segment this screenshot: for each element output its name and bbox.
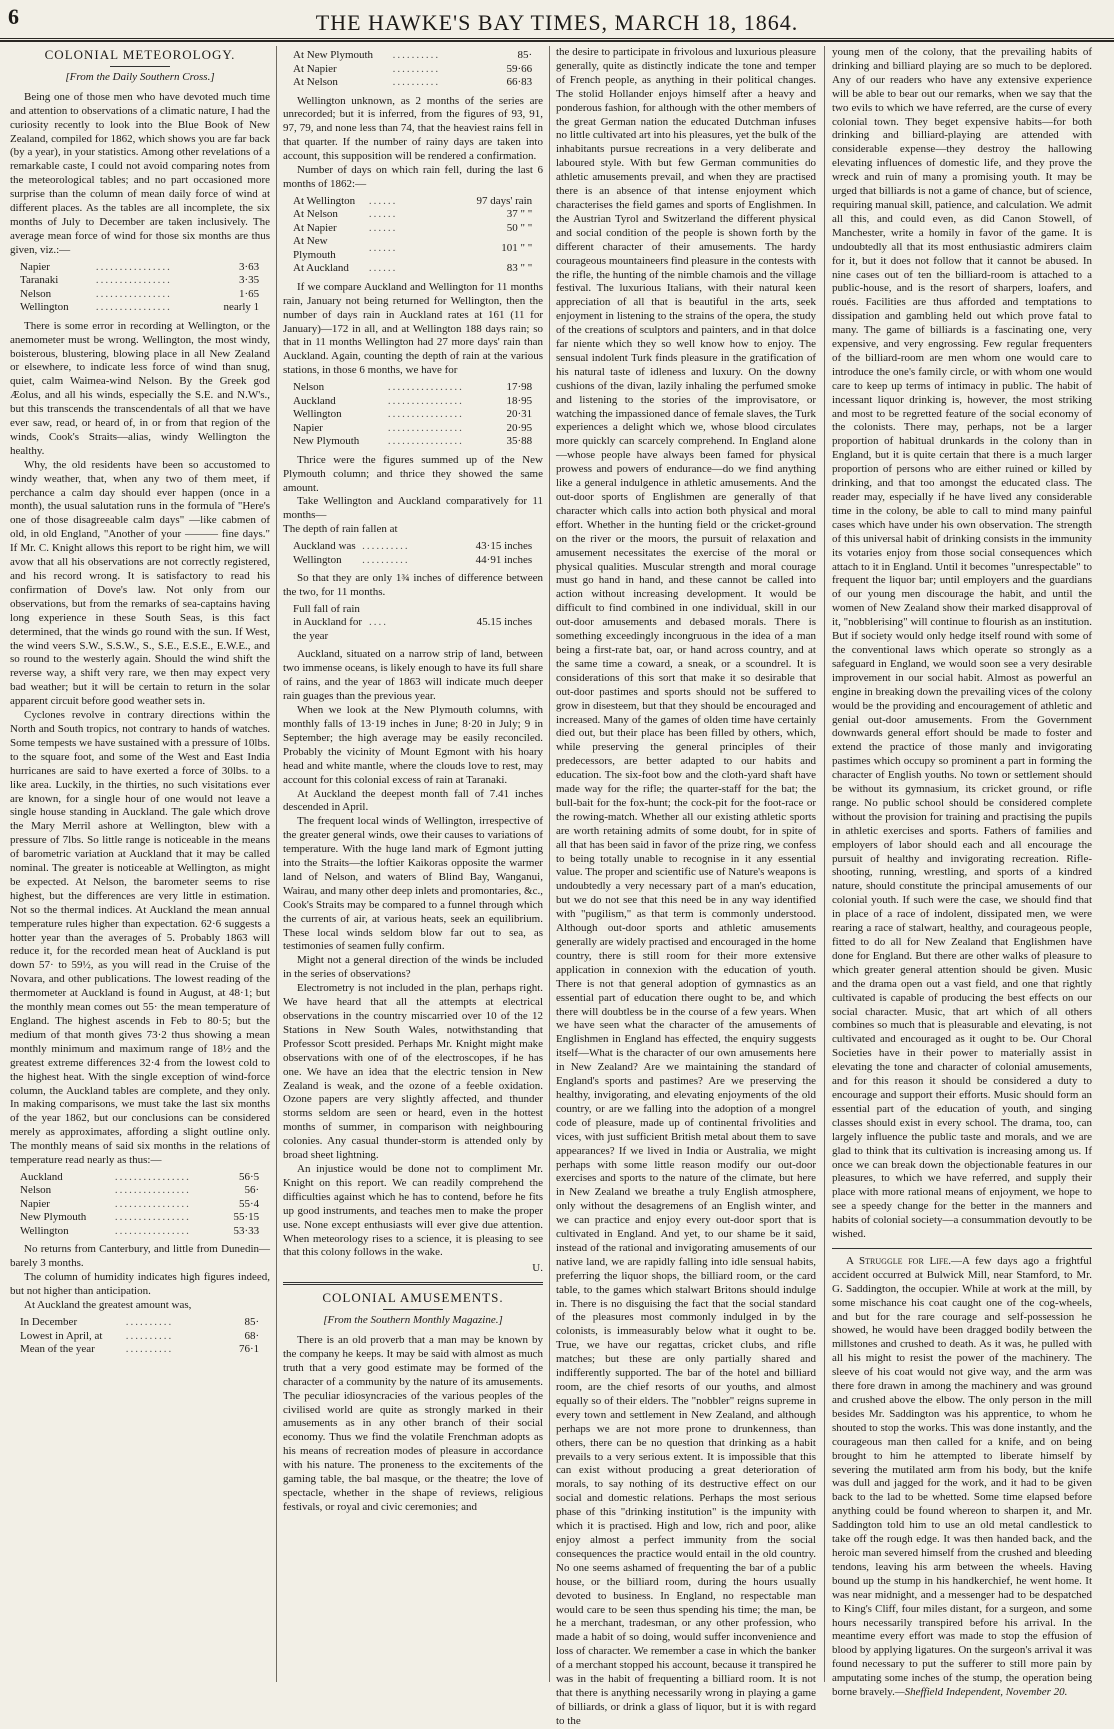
paragraph: Might not a general direction of the winds be included in the series of observations? bbox=[283, 954, 543, 981]
table-row: Wellington ................ 53·33 bbox=[20, 1224, 260, 1237]
paragraph: Why, the old residents have been so accustomed to windy weather, that, when any two of them meet, if perchance a calm day should ever happen (once in a month), the usual salutation runs in the formula of "Here's one of those disagreeable calm days" —like cabmen of old, in old England, "Another of your ——— fine days." If Mr. C. Knight allows this report to be right him, we will avow that all his observations are not correctly registered, and his record wrong. It is satisfactory to read his confirmation of Dove's law. Not only from our observations, but from the remarks of sea-captains having long experience in these South Seas, is this fact determined, that the winds go round with the sun. If West, the wind veers S.W., S.S.W., S., S.E., E.S.E., E.W.E., and so round to the westerly again. Should the wind shift the reverse way, a shift very rare, we then may expect very bad weather; but it will be certain to return in the solar apparent circuit before good weather sets in. bbox=[10, 458, 270, 708]
rain-days-table bbox=[293, 195, 532, 276]
station-value: 20·31 bbox=[506, 408, 533, 421]
row-label: In December bbox=[20, 1316, 78, 1328]
station-value: 3·35 bbox=[239, 274, 260, 287]
station-value: 85· bbox=[517, 49, 533, 61]
table-row: Napier ................ 20·95 bbox=[293, 421, 533, 434]
row-label: Mean of the year bbox=[20, 1343, 95, 1355]
article-separator bbox=[283, 1282, 543, 1285]
masthead-rule bbox=[0, 38, 1114, 39]
station-name: New Plymouth bbox=[20, 1211, 87, 1224]
rain-compare-table bbox=[293, 540, 532, 567]
station-name: At New Plymouth bbox=[293, 235, 336, 261]
paragraph: The column of humidity indicates high figures indeed, but not higher than anticipation. bbox=[10, 1271, 270, 1298]
row-value: 45.15 inches bbox=[476, 616, 533, 629]
paragraph: Being one of those men who have devoted much time and attention to observations of a climatic nature, I had the curiosity recently to look into the Blue Book of New Zealand, compiled for 1862, which shows you are far back (by a year), in your statistics. Among other revelations of a remarkable caste, I could not avoid comparing notes from the meteorological tables; and no part occasioned more surprise than the column of mean daily force of wind at different places. As the tables are all incomplete, the six months of July to December are taken inclusively. The average mean force of wind for those six months are thus given, viz.:— bbox=[10, 90, 270, 256]
station-name: Nelson bbox=[20, 1184, 52, 1197]
paragraph: Number of days on which rain fell, during the last 6 months of 1862:— bbox=[283, 164, 543, 190]
station-name: At Nelson bbox=[293, 208, 338, 221]
table-row: Napier ................ 3·63 bbox=[20, 260, 260, 273]
station-name: Napier bbox=[20, 1197, 50, 1210]
paragraph: The frequent local winds of Wellington, irrespective of the greater general winds, owe their causes to variations of temperature. With the huge land mark of Egmont jutting into the Straits—the loftier Kaikoras opposite the warmer land of Nelson, and waters of Blind Bay, Wanganui, Wairau, and many other deep inlets and promontaries, &c., Cook's Straits may be compared to a funnel through which the currents of air, at various heats, seek an equilibrium. These local winds seldom blow far out to sea, as testimonies of seamen fully confirm. bbox=[283, 815, 543, 953]
station-name: At Nelson bbox=[293, 76, 338, 88]
article-heading-meteorology: COLONIAL METEOROLOGY. bbox=[44, 47, 236, 62]
row-label: Full fall of rain in Auckland for the year bbox=[293, 602, 363, 642]
station-name: Nelson bbox=[293, 381, 325, 394]
table-row: At Nelson ...... 37 " " bbox=[293, 208, 533, 221]
article-source: [From the Southern Monthly Magazine.] bbox=[323, 1314, 503, 1327]
table-row: New Plymouth ................ 55·15 bbox=[20, 1211, 260, 1224]
station-name: At Napier bbox=[293, 221, 337, 234]
table-row: At Nelson .......... 66·83 bbox=[293, 76, 533, 88]
humidity-continued-table bbox=[293, 49, 532, 90]
column-divider bbox=[276, 46, 277, 1682]
row-value: 76·1 bbox=[239, 1343, 260, 1355]
paragraph: An injustice would be done not to compliment Mr. Knight on this report. We can readily comprehend the difficulties against which he has to contend, before he fits up good instruments, and teaches men to make the proper use. None except enthusiasts will ever give due attention. When meteorology rises to a science, it is pleasing to see that this colony follows in the wake. bbox=[283, 1162, 543, 1259]
table-row: At New Plymouth ...... 101 " " bbox=[293, 235, 533, 261]
table-row: Wellington ................ 20·31 bbox=[293, 408, 533, 421]
station-name: Wellington bbox=[293, 408, 342, 421]
table-row: New Plymouth ................ 35·88 bbox=[293, 435, 533, 448]
station-value: 50 " " bbox=[506, 221, 533, 234]
paragraph: Thrice were the figures summed up of the New Plymouth column; and thrice they showed the same amount. bbox=[283, 453, 543, 494]
page-number: 6 bbox=[8, 4, 19, 29]
table-row: At Napier .......... 59·66 bbox=[293, 62, 533, 75]
item-source: —Sheffield Independent, November 20. bbox=[894, 1686, 1068, 1699]
paragraph: When we look at the New Plymouth columns, with monthly falls of 13·19 inches in June; 8·20 in July; 9 in September; the high average may be easily reconciled. Probably the vicinity of Mount Egmont with his hoary head and white mantle, where the clouds love to rest, may account for this colonial excess of rain at Taranaki. bbox=[283, 704, 543, 786]
paragraph: Take Wellington and Auckland comparatively for 11 months— bbox=[283, 495, 543, 522]
station-value: 59·66 bbox=[506, 62, 533, 75]
table-row: Taranaki ................ 3·35 bbox=[20, 274, 260, 287]
station-value: 83 " " bbox=[506, 262, 533, 275]
station-name: Auckland was bbox=[293, 540, 356, 553]
table-row: Full fall of rain in Auckland for the year .... 45.15 inches bbox=[293, 602, 533, 642]
station-name: Wellington bbox=[20, 1224, 69, 1237]
column-divider bbox=[549, 46, 550, 1682]
column-3 bbox=[556, 46, 816, 1727]
station-name: At Auckland bbox=[293, 262, 349, 275]
station-name: At Wellington bbox=[293, 194, 356, 207]
table-row: Wellington ................ nearly 1 bbox=[20, 301, 260, 314]
column-1 bbox=[10, 46, 270, 1682]
heading-rule bbox=[110, 66, 170, 67]
station-value: 56· bbox=[244, 1184, 260, 1197]
station-value: 56·5 bbox=[239, 1170, 260, 1183]
station-value: 37 " " bbox=[506, 208, 533, 221]
column-2 bbox=[283, 46, 543, 1682]
table-row: Auckland ................ 56·5 bbox=[20, 1170, 260, 1183]
rain-depth-table bbox=[293, 381, 532, 449]
table-row: Auckland was .......... 43·15 inches bbox=[293, 540, 533, 553]
paragraph: At Auckland the greatest amount was, bbox=[24, 1299, 192, 1312]
humidity-table bbox=[20, 1316, 259, 1357]
station-value: nearly 1 bbox=[223, 301, 260, 314]
station-name: Auckland bbox=[20, 1170, 63, 1183]
wind-force-table bbox=[20, 261, 259, 315]
station-value: 55·4 bbox=[239, 1197, 260, 1210]
table-row: Auckland ................ 18·95 bbox=[293, 394, 533, 407]
table-row: At New Plymouth .......... 85· bbox=[293, 49, 533, 61]
paragraph: Wellington unknown, as 2 months of the series are unrecorded; but it is inferred, from the figures of 93, 91, 97, 79, and none less than 74, that the heaviest rains fell in that quarter. If the number of rainy days are taken into account, this supposition will be rendered a confirmation. bbox=[283, 94, 543, 163]
table-row: Nelson ................ 1·65 bbox=[20, 287, 260, 300]
station-value: 53·33 bbox=[233, 1224, 260, 1237]
station-name: At New Plymouth bbox=[293, 49, 374, 61]
station-value: 1·65 bbox=[239, 287, 260, 300]
table-row: At Auckland ...... 83 " " bbox=[293, 262, 533, 275]
station-name: New Plymouth bbox=[293, 435, 360, 448]
article-separator bbox=[832, 1248, 1092, 1249]
table-row: Nelson ................ 17·98 bbox=[293, 381, 533, 394]
paragraph: the desire to participate in frivolous and luxurious pleasure generally, quite as distinctly indicate the tone and temper of French people, as anything in their political changes. The stolid Hollander enjoys himself after a heavy and ponderous fashion, for although with the other members of the great German nation the educated Dutchman infuses no little cultivated art into his pleasures, yet the bulk of the inhabitants pursue recreations in a very deliberate and laboured style. With but few German communities do athletic amusements prevail, and when they are practised there is an absence of that intense enjoyment which characterises the field games and sports of Englishmen. In the Austrian Tyrol and Switzerland the different physical and social condition of the people is shown forth by the different character of their amusements. The hardy courageous mountaineers find pleasure in the contests with the rifle, the hunting of the nimble chamois and the village festival. The luxurious Italians, with their natural keen appreciation of all that is beautiful in the arts, seek enjoyment in listening to the strains of the opera, the study of the creations of sculptors and painters, and in that dolce far niente which they so well know how to enjoy. The sensual indolent Turk finds pleasure in the gratification of his natural taste of idleness and luxury. On the downy cushions of the divan, lazily inhaling the perfumed smoke and listening to the stories of the improvisatore, or watching the impassioned dance of female slaves, the Turk experiences a delight which we, whose blood circulates more quickly can scarcely comprehend. In England alone—whose people have always been famed for physical prowess and powers of endurance—do we find anything like a general indulgence in athletic amusements. And the out-door sports of Englishmen are generally of that character which calls into action both physical and moral effort. Whether in the hunting field or the cricket-ground on the river or the moors, the pursuit of relaxation and amusement necessitates the exercise of the moral or physical qualities. Muscular strength and moral courage must go hand in hand, and these cannot be called into action without increasing development. It would be difficult to find combined in one individual, skill in our out-door amusements and debased morals. There is something exceedingly incongruous in the idea of a man being a first-rate bat, oar, or hand across country, and at the same time a coward, a sneak, or a scoundrel. It is considerations of this sort that make it so desirable that out-door pastimes and sports should not be suffered to grow in disesteem, but that they should be encouraged and increased. Many of the games of olden time have certainly died out, but their place has been filled by others, which, while preserving the general principles of their predecessors, are better adapted to our habits and education. The six-foot bow and the cloth-yard shaft have made way for the rifle; the quarter-staff for the bat; the bull-bait for the fox-hunt; the cock-pit for the foot-race or the rowing-match. Whether all our existing athletic sports are worth retaining admits of some doubt, for in spite of all that has been said in favor of the prize ring, we confess to being totally unable to recognise in it any essential value. The proper and scientific use of Nature's weapons is undoubtedly a very necessary part of a man's education, but we do not see that this need be in any way identified with "pugilism," as that term is commonly understood. Although out-door sports and athletic amusements generally are widely practised and encouraged in the home country, there is still room for their more extensive application in connexion with the education of youth. There is not that general adoption of gymnastics as an essential part of education there ought to be, and which there will doubtless be in the course of a few years. When we have seen what the character of the amusements of Englishmen in England has effected, the enquiry suggests itself—What is the character of our own amusements here in New Zealand? Are we maintaining the standard of England's sports and pastimes? Are we preserving the healthy, invigorating, and elevating enjoyments of the old country, or are we falling into the adoption of a mongrel code of pleasure, made up of continental frivolities and vices, with just sufficient British metal about them to save appearances? If we lived in India or Australia, we might perhaps with some little reason modify our out-door exercises and sports to the nature of the climate, but here in New Zealand we breathe a truly English atmosphere, only without the desagremens of an English winter, and we can practice and enjoy every out-door sport that is cultivated in England. And yet, to our shame be it said, instead of the rational and invigorating amusements of our native land, we are rapidly falling into idle sensual habits, preferring the liquor shops, the billiard room, or the card table, to the games which stalwart Britons should indulge in. There is no disguising the fact that the social standard of the pleasures most commonly indulged in by the colonists, is immeasurably below what it ought to be. True, we have our regattas, cricket clubs, and rifle matches; but these are only partially shared and indifferently supported. The bar of the hotel and billiard room, are the chief resorts of our youths, and almost equally so of their elders. The "nobbler" reigns supreme in every town and settlement in New Zealand, and although perhaps we are not more prone to drunkenness, than others, there can be no question that drinking as a habit prevails to a very serious extent. It is impossible that this can exist without producing a great deterioration of morals, to say nothing of its destructive effect on our social and domestic relations. Perhaps the most serious phase of this "drinking institution" is the impunity with which it is practised. High and low, rich and poor, alike enjoy almost a perfect immunity from the social consequences the practice would entail in the old country. No one seems ashamed of frequenting the bar of a public house, or the billiard room, during the hours usually devoted to business. In England, no respectable man would care to be seen thus spending his time; the man, be he a merchant, tradesman, or any other profession, who made a habit of so doing, would suffer inconvenience and loss of character. We remember a case in which the banker of a merchant stopped his account, because it transpired he was in the habit of frequenting a billiard room. It is not that there is anything necessarily wrong in playing a game of billiards, or drink a glass of liquor, but it is with regard to the bbox=[556, 46, 816, 1727]
station-value: 97 days' rain bbox=[476, 194, 533, 207]
paragraph: Cyclones revolve in contrary directions within the North and South tropics, not contrary to hands of watches. Some tempests we have sustained with a pressure of 10lbs. to the square foot, and some of the West and East India hurricanes are said to have exerted a force of 30lbs. to a like area. Luckily, in the thirties, no such visitations ever are known, for a single hour of one would not leave a single house standing in Auckland. The gale which drove the Mary Merril ashore at Wellington, blew with a pressure of 7lbs. So little range is noticeable in the means of barometric variation at Auckland that it may be called nominal. The greater is noticeable at Wellington, as might be expected. At Nelson, the barometer seems to rise highest, but the differences are very little in estimation. Not so the thermal indices. At Auckland the mean annual temperature rules higher than expectation. 62·6 suggests a hotter year than the averages of 5. Probably 1863 will reduce it, for the recorded mean heat of Auckland is put down 57· to 59½, as you will read in the Cruise of the Novara, and other publications. The lowest reading of the thermometer at Auckland is found in August, at 48·1; but the monthly mean comes out 55· the mean temperature of England. The highest ascends in Feb to 80·5; but the medium of that month gives 73·2 thus showing a mean monthly minimum and maximum range of 18½ and the greatest extreme differences 32·4 from the lowest cold to the highest heat. With the single exception of wind-force column, the Auckland tables are complete, and they only. In making comparisons, we must take the last six months of the year 1862, but our conclusions can be considered merely as approximates, affording a slight outline only. The monthly means of said six months in the relations of temperature read nearly as thus:— bbox=[10, 709, 270, 1167]
paragraph: At Auckland the deepest month fall of 7.41 inches descended in April. bbox=[283, 787, 543, 814]
table-row: Nelson ................ 56· bbox=[20, 1184, 260, 1197]
station-value: 3·63 bbox=[239, 260, 260, 273]
station-value: 17·98 bbox=[506, 381, 533, 394]
paragraph: The depth of rain fallen at bbox=[283, 523, 398, 536]
station-value: 35·88 bbox=[506, 435, 533, 448]
newspaper-title: THE HAWKE'S BAY TIMES, MARCH 18, 1864. bbox=[315, 10, 799, 35]
article-heading-amusements: COLONIAL AMUSEMENTS. bbox=[322, 1290, 504, 1306]
station-value: 18·95 bbox=[506, 394, 533, 407]
station-name: Napier bbox=[20, 260, 50, 273]
annual-rain-table bbox=[293, 603, 532, 644]
station-value: 43·15 inches bbox=[475, 540, 533, 553]
item-runhead: A Struggle for Life. bbox=[846, 1254, 951, 1267]
station-value: 55·15 bbox=[233, 1211, 260, 1224]
row-label: Lowest in April, at bbox=[20, 1329, 103, 1342]
temperature-table bbox=[20, 1171, 259, 1239]
table-row: At Wellington ...... 97 days' rain bbox=[293, 194, 533, 207]
station-name: Auckland bbox=[293, 394, 336, 407]
paragraph: Electrometry is not included in the plan, perhaps right. We have heard that all the attempts at electrical observations in the country miscarried over 10 of the 12 Stations in New South Wales, notwithstanding that Professor Scott presided. Perhaps Mr. Knight might make observations with one of of the electroscopes, if he has one. We have an idea that the electric tension in New Zealand is weak, and the ozone of a feeble oxidation. Ozone papers are very slightly affected, and thunder storms seldom are seen or heard, even in the hottest months of summer, in comparison with neighbouring colonies. Any casual thunder-storm is attended only by broad sheet lightning. bbox=[283, 982, 543, 1162]
station-name: Wellington bbox=[20, 301, 69, 314]
station-name: Wellington bbox=[293, 553, 342, 566]
article-source: [From the Daily Southern Cross.] bbox=[65, 70, 215, 83]
item-body: —A few days ago a frightful accident occurred at Bulwick Mill, near Stamford, to Mr. G. Saddington, the occupier. While at work at the mill, by some mischance his coat caught one of the cog-wheels, and but for the rare courage and self-possession he showed, he would have been dragged bodily between the millstones and crushed to death. As it was, he pulled with all his might to resist the power of the machinery. The sleeve of his coat would not give way, and the arm was there fore drawn in among the machinery and was ground and crushed above the elbow. The only person in the mill besides Mr. Saddington was his apprentice, to whom he shouted to stop the works. This was done instantly, and the courageous man then called for a knife, and on being brought to him he attempted to liberate himself by severing the mutilated arm from his body, but the knife was dull and jagged for the work, and it had to be given back to the lad to be whetted. Some time elapsed before anything could be found whereon to sharpen it, and Mr. Saddington told him to use an old metal candlestick to take off the rough edge. It was then handed back, and the heroic man severed himself from the crushed and bleeding tendons, leaving his arm between the wheels. Having bound up the stump in his handkerchief, he went home. It was near midnight, and a messenger had to be despatched to King's Cliff, four miles distant, for a surgeon, and some hours necessarily transpired before his arrival. In the meantime every effort was made to stop the effusion of blood by applying ligatures. On the surgeon's arrival it was found necessary to put the sufferer to still more pain by amputating some inches of the stump, the operation being borne bravely. bbox=[832, 1254, 1092, 1699]
table-row: Lowest in April, at .......... 68· bbox=[20, 1329, 260, 1342]
table-row: Mean of the year .......... 76·1 bbox=[20, 1343, 260, 1355]
station-value: 101 " " bbox=[501, 242, 533, 255]
column-4 bbox=[832, 46, 1092, 1699]
row-value: 68· bbox=[244, 1329, 260, 1342]
column-divider bbox=[824, 46, 825, 1682]
station-value: 66·83 bbox=[506, 76, 533, 88]
masthead bbox=[0, 0, 1114, 42]
table-row: Wellington .......... 44·91 inches bbox=[293, 553, 533, 566]
paragraph: No returns from Canterbury, and little from Dunedin—barely 3 months. bbox=[10, 1243, 270, 1270]
news-item bbox=[832, 1255, 1092, 1700]
station-name: Taranaki bbox=[20, 274, 59, 287]
table-row: Napier ................ 55·4 bbox=[20, 1197, 260, 1210]
paragraph: If we compare Auckland and Wellington for 11 months rain, January not being returned for Wellington, then the number of days rain in Auckland rates at 161 (11 for January)—172 in all, and at Wellington 188 days rain; so that in 11 months Wellington had 27 more days' rain than Auckland. Again, counting the depth of rain at the various stations, in those 6 months, we have for bbox=[283, 280, 543, 377]
paragraph: young men of the colony, that the prevailing habits of drinking and billiard playing are so much to be deplored. Any of our readers who have any extensive experience will be able to bear out our remarks, when we say that the two evils to which we have referred, are the curse of every colonial town. They beget expensive habits—for both drinking and billiard-playing are attended with considerable expense—they destroy the hallowing elevating influences of domestic life, and they prove the wreck and ruin of many a promising youth. It may be urged that billiards is not a game of chance, but of science, requiring manual skill, patience, and calculation. We admit all this, and could even, as did Canon Stowell, of Manchester, write a homily in favor of the game. It is undoubtedly all that its most enthusiastic admirers claim for it, but it does not follow that it cannot be abused. In nine cases out of ten the billiard-room is attached to a public-house, and is the resort of sharpers, loafers, and roués. Facilities are thus afforded and temptations to dissipation and gambling held out which prove fatal to many. The game of billiards is a fascinating one, very expensive, and very engrossing. Few regular frequenters of the billiard-room are men whom one would care to introduce the one's family circle, or with whom one would care to keep up terms of intimacy in public. The habit of incessant liquor drinking is, however, the most striking and most to be regretted feature of the social economy of the colonists. There may, perhaps, not be a larger proportion of habitual drunkards in the colony than in England, but it is quite certain that there is a much larger proportion of persons who are either ruined or killed by drinking, and that too amongst the educated class. The reader may, especially if he have lived any considerable time in the colony, be able to call to mind many painful cases which have under his own observation. The strength of this universal habit of drinking consists in the immunity its votaries enjoy from those social consequences which attach to it in England. Until it becomes "unrespectable" to frequent the liquor bar; until employers and the guardians of our young men discourage the habit, and until the women of New Zealand show their marked disapproval of it, "nobblerising" will continue to flourish as an institution. But if society would only hedge itself round with some of the conventional laws which operate so strongly as a safeguard in England, we would soon see a very desirable improvement in our social habit. Almost as powerful an engine in breaking down the prevailing vices of the colony would be the providing and encouragement of athletic and genial out-door amusements. From the Government downwards general effort should be made to foster and extend the practice of those manly and invigorating pastimes which occupy so prominent a part in forming the character of English youths. No town or settlement should be without its gymnasium, its cricket ground, or rifle range. No public school should be considered complete without the provision for training and practising the pupils in athletic exercises and sports. Fathers of families and employers of labor should each and all encourage the pursuit of healthy and invigorating recreation. Rifle-shooting, running, wrestling, and sports of a kindred nature, should constitute the principal amusements of our colonial youth. If such were the case, we should find that in place of a race of indolent, dissipated men, we were rearing a race of stalwart, healthy, and courageous people, fitted to do all for New Zealand that Englishmen have done for England. But there are other walks of pleasure to which greater general attention should be given. Music and the drama open out a vast field, and one that rightly cultivated is capable of producing the best effects on our social character. Music, that art which of all others combines so much that is pleasurable and elevating, is not cultivated and encouraged as it ought to be. Our Choral Societies have in their power to materially assist in elevating the tone and character of colonial amusements, and for this reason it should be considered a duty to encourage and support their efforts. Music should form an essential part of the education of youth, and singing classes should exist in every school. The drama, too, can largely influence the public taste and morals, and we are glad to think that its cultivation is increasing among us. If once we can break down the objectionable features in our pleasures, to which we have referred, and supply their place with more rational means of enjoyment, we hope to see a speedy change for the better in the manners and habits of colonial society—a consummation devoutly to be wished. bbox=[832, 46, 1092, 1241]
paragraph: There is an old proverb that a man may be known by the company he keeps. It may be said with almost as much truth that a very good estimate may be formed of the character of a community by the nature of its amusements. The peculiar idiosyncracies of the various peoples of the civilised world are quite as strongly marked in their amusements as in any other branch of their social economy. Thus we find the volatile Frenchman adopts as his means of recreation modes of pleasure in accordance with his nature. The proneness to the excitements of the gaming table, the bal masque, or the theatre; the love of spectacle, whether in the shape of reviews, religious festivals, or royal and civic ceremonies; and bbox=[283, 1334, 543, 1513]
table-row: At Napier ...... 50 " " bbox=[293, 221, 533, 234]
station-value: 20·95 bbox=[506, 421, 533, 434]
heading-rule bbox=[383, 1309, 443, 1310]
paragraph: There is some error in recording at Wellington, or the anemometer must be wrong. Wellington, the most windy, boisterous, blustering, blowing place in all New Zealand or elsewhere, to indicate less force of wind than snug, quiet, calm Waimea-wind Nelson. By the Greek god Æolus, and all his winds, especially the S.E. and N.W's., but this transcends the transcendentals of all that we have ever saw, read, or heard of, in or from that region of the winds, Cook's Straits—alias, windy Wellington the healthy. bbox=[10, 319, 270, 457]
station-value: 44·91 inches bbox=[475, 553, 533, 566]
station-name: Napier bbox=[293, 421, 323, 434]
row-value: 85· bbox=[244, 1316, 260, 1328]
station-name: Nelson bbox=[20, 287, 52, 300]
paragraph: So that they are only 1¾ inches of difference between the two, for 11 months. bbox=[283, 572, 543, 599]
paragraph: Auckland, situated on a narrow strip of land, between two immense oceans, is likely enough to have its full share of rains, and the year of 1863 will indicate much deeper rain guages than the previous year. bbox=[283, 648, 543, 703]
table-row: In December .......... 85· bbox=[20, 1316, 260, 1328]
station-name: At Napier bbox=[293, 62, 337, 75]
article-signature: U. bbox=[532, 1262, 543, 1275]
